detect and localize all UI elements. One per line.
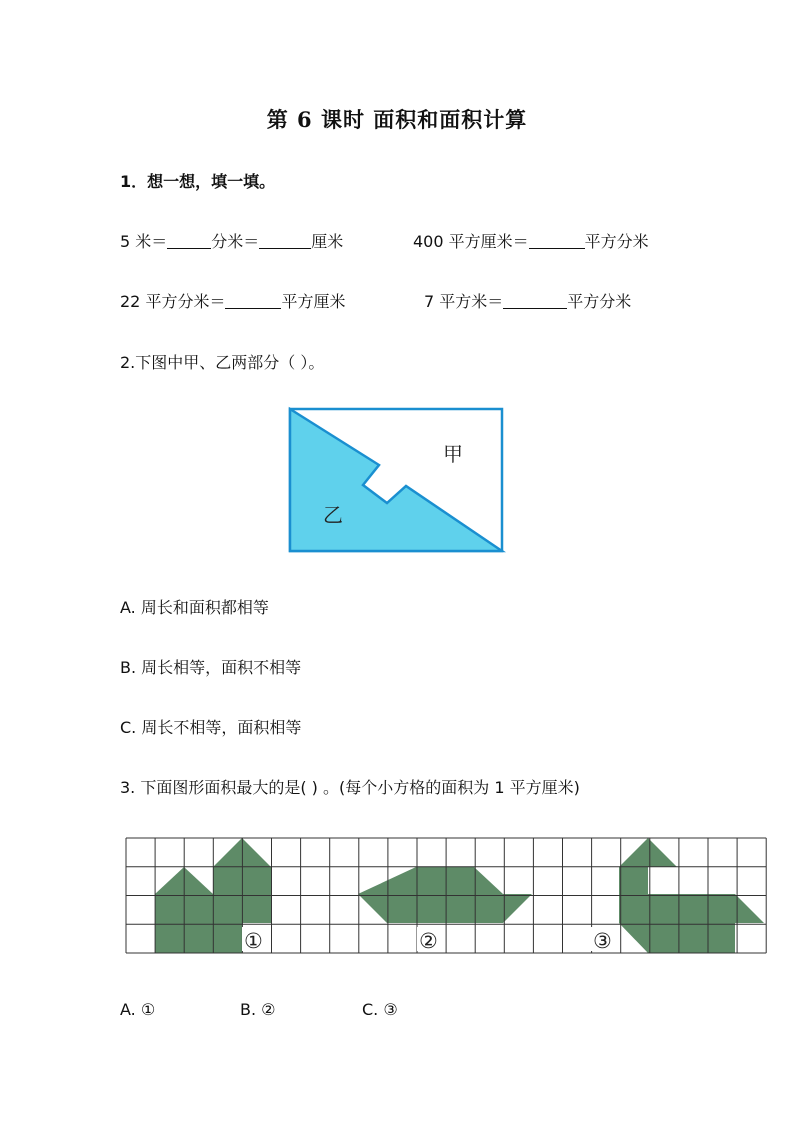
q1-text: 平方分米 [567,292,632,311]
answer-blank[interactable] [259,232,311,249]
q1-text: 5 米＝ [120,232,168,251]
label-1: ① [244,929,263,953]
q1-text: 厘米 [311,232,344,251]
label-3: ③ [593,929,612,953]
figure-labels [242,927,617,953]
q1-text: 平方厘米 [281,292,346,311]
question-1-row-2a [120,289,345,312]
shape-3 [619,838,677,867]
answer-blank[interactable] [225,292,281,309]
question-1-row-1b [413,229,649,252]
q1-text: 22 平方分米＝ [120,292,226,311]
option-a[interactable]: A. 周长和面积都相等 [120,598,269,617]
grid-figure [120,832,768,958]
q3-option-a[interactable]: A. ① [120,1000,156,1019]
answer-blank[interactable] [529,232,585,249]
q1-text: 分米＝ [211,232,260,251]
page-title: 第 6 课时 面积和面积计算 [266,107,528,132]
shape-3 [619,867,764,953]
question-1-heading: 1．想一想，填一填。 [120,172,276,191]
label-2: ② [419,929,438,953]
q3-option-c[interactable]: C. ③ [362,1000,398,1019]
label-yi: 乙 [323,503,343,527]
rectangle-figure [286,405,506,555]
answer-blank[interactable] [503,292,567,309]
question-1-row-2b [424,289,631,312]
question-1-row-1a [120,229,343,252]
option-b[interactable]: B. 周长相等，面积不相等 [120,658,302,677]
label-jia: 甲 [443,442,463,466]
q1-text: 平方分米 [584,232,649,251]
question-2-heading: 2.下图中甲、乙两部分（ ）。 [120,353,325,372]
q1-text: 7 平方米＝ [424,292,504,311]
question-3-heading: 3. 下面图形面积最大的是( ) 。(每个小方格的面积为 1 平方厘米) [120,778,580,797]
q3-option-b[interactable]: B. ② [240,1000,276,1019]
shape-1 [184,867,213,953]
answer-blank[interactable] [167,232,211,249]
q1-text: 400 平方厘米＝ [413,232,529,251]
option-c[interactable]: C. 周长不相等，面积相等 [120,718,302,737]
shape-1 [155,867,184,953]
